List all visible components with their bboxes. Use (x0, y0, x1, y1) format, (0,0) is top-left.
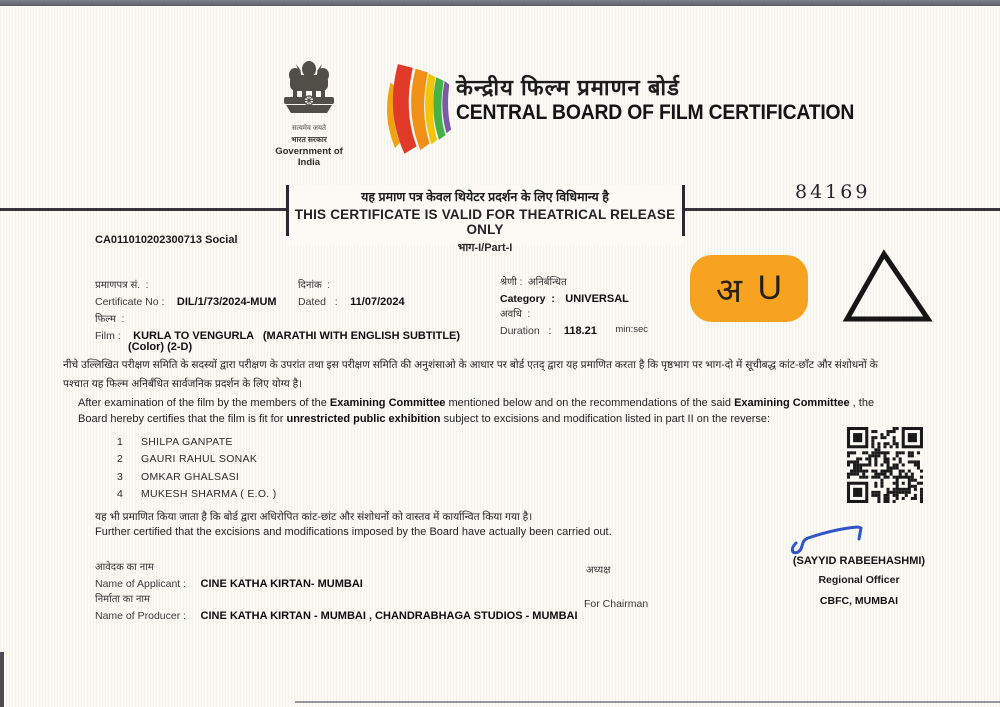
certification-paragraph-english (78, 396, 892, 427)
notice-part-label: भाग-I/Part-I (457, 242, 513, 254)
dated-label-hindi: दिनांक : (298, 280, 331, 291)
duration-label: Duration : (500, 325, 552, 337)
category-value: UNIVERSAL (565, 293, 629, 305)
cert-en-bold2: Examining Committee (734, 397, 850, 409)
scan-edge-left (0, 652, 4, 707)
notice-bracket-left (286, 185, 289, 236)
committee-member-name: OMKAR GHALSASI (141, 470, 240, 483)
cert-en-seg2: mentioned below and on the recommendations of the said (445, 397, 735, 409)
committee-member-number: 2 (117, 453, 123, 466)
committee-row (117, 468, 277, 486)
certificate-no-value: DIL/1/73/2024-MUM (176, 296, 277, 308)
dated-label: Dated : (298, 296, 338, 308)
film-label: Film : (95, 330, 121, 342)
org-title-english: CENTRAL BOARD OF FILM CERTIFICATION (456, 100, 855, 124)
category-label: Category : (500, 293, 555, 305)
duration-label-hindi: अवधि : (500, 309, 531, 320)
committee-member-number: 4 (117, 488, 123, 501)
dated-row (298, 292, 405, 310)
certificate-no-label-hindi: प्रमाणपत्र सं. : (95, 280, 149, 291)
cert-en-bold3: unrestricted public exhibition (286, 412, 441, 425)
applicant-label-hindi: आवेदक का नाम (95, 562, 154, 573)
duration-unit: min:sec (615, 324, 649, 335)
committee-row (117, 486, 277, 504)
cert-en-seg1: After examination of the film by the members of the (78, 397, 330, 409)
rating-letter-english: U (757, 269, 782, 307)
cert-en-seg4: subject to excisions and modification listed in part II on the reverse: (440, 412, 771, 425)
producer-value: CINE KATHA KIRTAN - MUMBAI , CHANDRABHAGA STUDIOS - MUMBAI (200, 610, 578, 622)
applicant-label: Name of Applicant : (95, 578, 187, 590)
notice-bracket-right (682, 185, 685, 236)
notice-hindi: यह प्रमाण पत्र केवल थियेटर प्रदर्शन के लिए विधिमान्य है (361, 190, 609, 204)
producer-row (95, 606, 578, 624)
chairman-label-hindi: अध्यक्ष (586, 565, 611, 576)
certificate-no-label: Certificate No : (95, 296, 165, 308)
signatory-title: Regional Officer (818, 574, 900, 586)
further-certified-english: Further certified that the excisions and modifications imposed by the Board have actually been carried out. (95, 526, 612, 538)
serial-number: 84169 (795, 181, 871, 203)
rating-letter-hindi: अ (716, 271, 742, 310)
scan-edge-bottom (295, 701, 1000, 703)
applicant-row (95, 574, 363, 592)
signatory-name: (SAYYID RABEEHASHMI) (792, 555, 926, 567)
film-format-value: (Color) (2-D) (128, 341, 193, 353)
cert-en-seg3: , the Board hereby certifies that the film is fit for (78, 397, 875, 425)
notice-box (288, 185, 682, 254)
org-title-hindi: केन्द्रीय फिल्म प्रमाणन बोर्ड (456, 75, 680, 100)
emblem-motto: सत्यमेव जयते (291, 125, 327, 132)
film-label-hindi: फिल्म : (95, 314, 125, 325)
notice-english: THIS CERTIFICATE IS VALID FOR THEATRICAL RELEASE ONLY (294, 207, 676, 237)
duration-value: 118.21 (563, 325, 597, 337)
rating-badge (690, 255, 808, 322)
signatory-block (768, 555, 950, 607)
reference-number: CA011010202300713 Social (95, 234, 238, 246)
cert-en-bold1: Examining Committee (329, 397, 446, 409)
committee-member-name: SHILPA GANPATE (141, 435, 233, 448)
govt-emblem-block (266, 58, 352, 168)
further-certified-hindi: यह भी प्रमाणित किया जाता है कि बोर्ड द्वारा अधिरोपित कांट-छांट और संशोधनों को वास्तव में कार्यान्वित किया गया है। (95, 511, 533, 523)
emblem-bharat-sarkar: भारत सरकार (291, 135, 327, 144)
triangle-symbol-icon (838, 247, 938, 327)
committee-member-name: GAURI RAHUL SONAK (141, 453, 258, 466)
committee-list (117, 433, 277, 503)
ashoka-emblem-icon (269, 58, 349, 118)
certificate-no-row (95, 292, 277, 310)
category-label-hindi: श्रेणी : अनिर्बन्धित (500, 277, 567, 288)
emblem-government-of-india: Government of India (275, 146, 343, 168)
committee-row (117, 433, 277, 451)
committee-member-number: 1 (117, 435, 123, 448)
certification-paragraph-hindi: नीचे उल्लिखित परीक्षण समिति के सदस्यों द्वारा परीक्षण के उपरांत तथा इस परीक्षण समिति की अनुशंसाओ के आधार पर बोर्ड एतद् द्वारा यह प्रमाणित करता है कि पृष्ठभाग पर भाग-दो में सूचीबद्ध कांट-छाँट और संशोधनों के पश्चात यह फिल्म अनिर्बंधित सार्वजनिक प्रदर्शन के लिए योग्य है। (63, 359, 878, 390)
committee-member-name: MUKESH SHARMA ( E.O. ) (141, 488, 277, 501)
applicant-value: CINE KATHA KIRTAN- MUMBAI (200, 578, 363, 590)
scan-edge-top (0, 0, 1000, 6)
committee-row (117, 451, 277, 469)
cbfc-logo-icon (383, 55, 453, 161)
category-row (500, 289, 629, 307)
signatory-org: CBFC, MUMBAI (819, 595, 899, 607)
producer-label: Name of Producer : (95, 610, 187, 622)
dated-value: 11/07/2024 (350, 296, 405, 308)
committee-member-number: 3 (117, 470, 123, 483)
film-value: KURLA TO VENGURLA (MARATHI WITH ENGLISH SUBTITLE) (133, 330, 461, 342)
duration-row (500, 321, 648, 339)
producer-label-hindi: निर्माता का नाम (95, 594, 150, 605)
chairman-label-english: For Chairman (584, 598, 649, 610)
qr-code (845, 427, 925, 503)
